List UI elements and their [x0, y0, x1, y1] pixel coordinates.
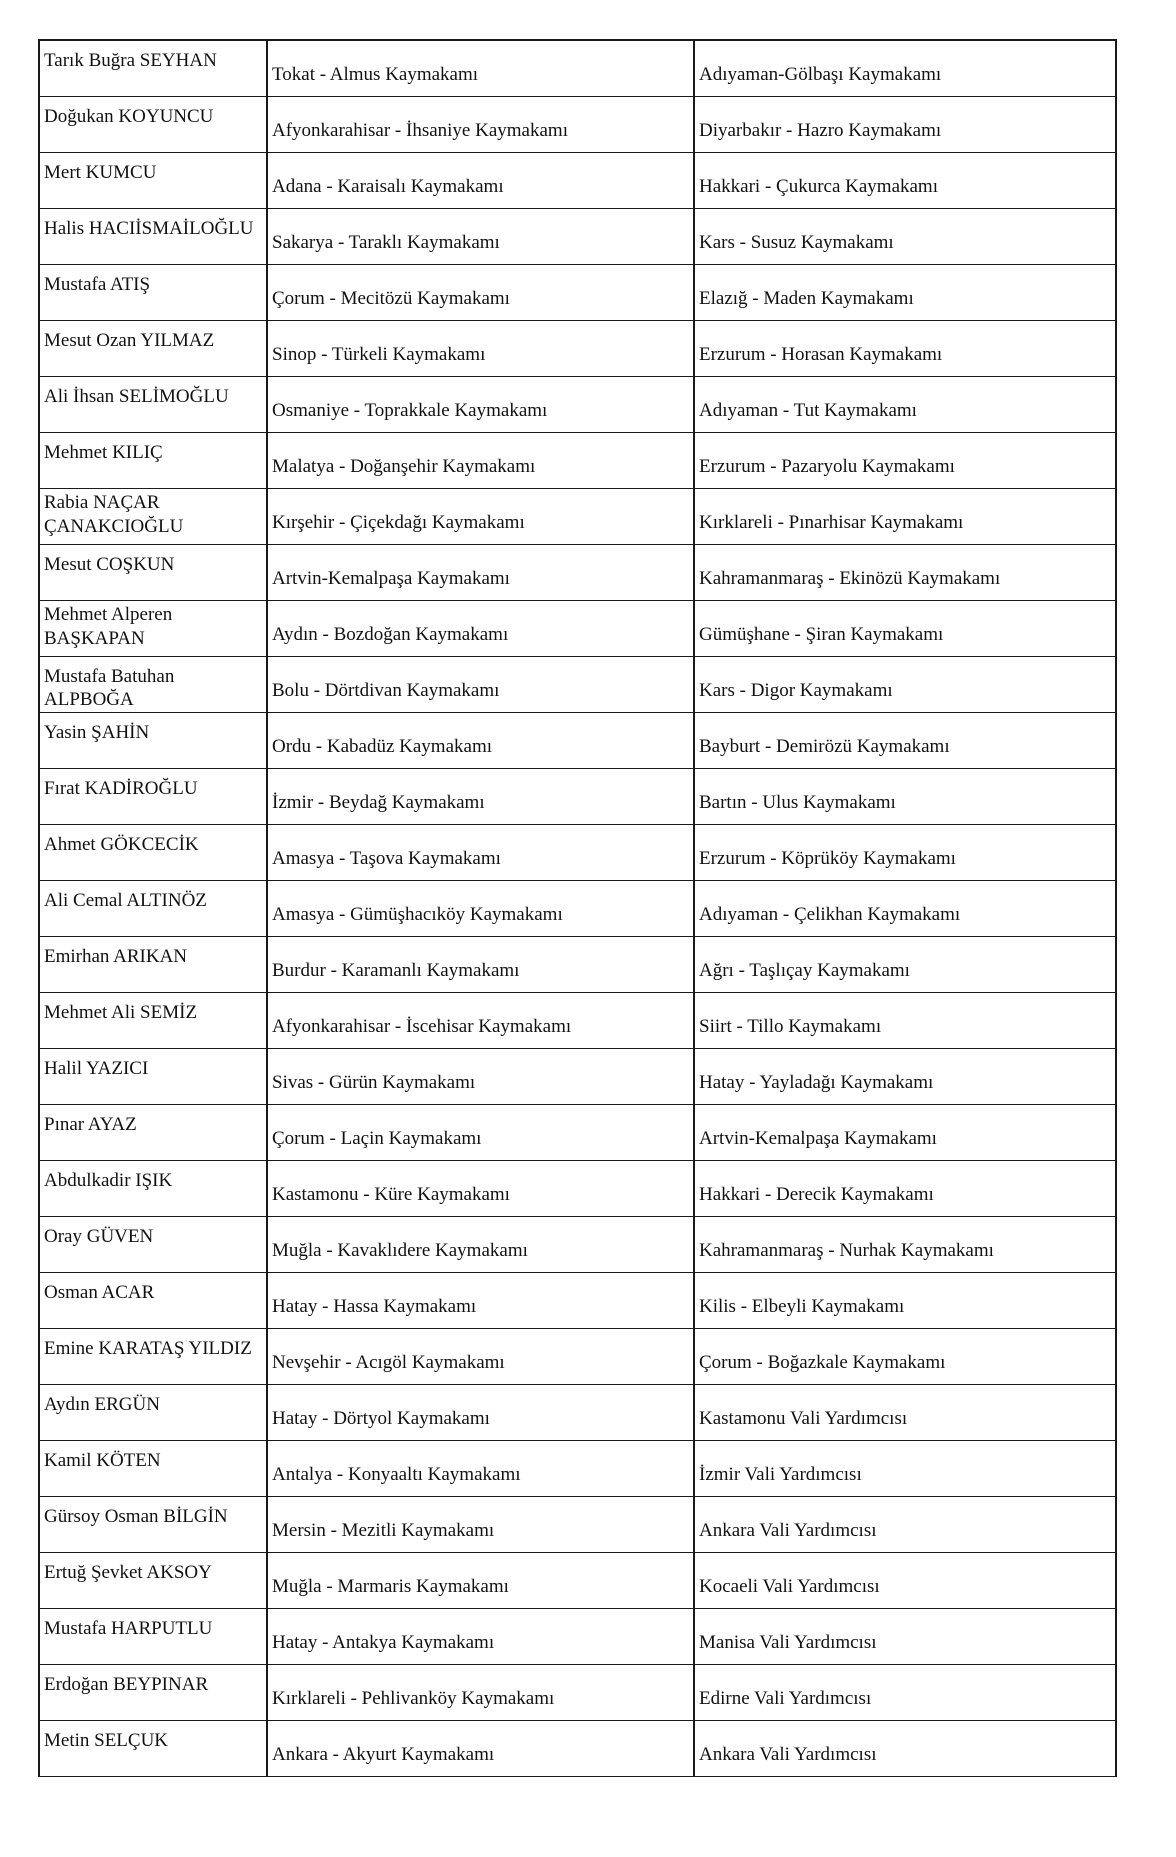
new-post-cell [695, 825, 1117, 880]
name-cell: Kamil KÖTEN [40, 1441, 268, 1496]
current-post-cell [268, 377, 695, 432]
current-post-cell [268, 209, 695, 264]
new-post-text: Kahramanmaraş - Nurhak Kaymakamı [699, 1240, 994, 1261]
current-post-cell [268, 937, 695, 992]
new-post-cell [695, 1329, 1117, 1384]
new-post-text: Hakkari - Çukurca Kaymakamı [699, 176, 938, 197]
new-post-text: Bayburt - Demirözü Kaymakamı [699, 736, 950, 757]
name-cell: Halil YAZICI [40, 1049, 268, 1104]
name-cell: Pınar AYAZ [40, 1105, 268, 1160]
current-post-cell [268, 769, 695, 824]
name-cell: Mert KUMCU [40, 153, 268, 208]
table-row [40, 657, 1117, 713]
table-row [40, 1553, 1117, 1609]
table-row [40, 993, 1117, 1049]
table-row [40, 769, 1117, 825]
table-row [40, 1609, 1117, 1665]
table-row [40, 881, 1117, 937]
current-post-text: Burdur - Karamanlı Kaymakamı [272, 960, 520, 981]
name-cell: Emine KARATAŞ YILDIZ [40, 1329, 268, 1384]
new-post-cell [695, 545, 1117, 600]
current-post-cell [268, 1441, 695, 1496]
new-post-text: Erzurum - Pazaryolu Kaymakamı [699, 456, 955, 477]
current-post-text: Amasya - Taşova Kaymakamı [272, 848, 501, 869]
current-post-cell [268, 825, 695, 880]
current-post-text: Afyonkarahisar - İscehisar Kaymakamı [272, 1016, 572, 1037]
new-post-text: Siirt - Tillo Kaymakamı [699, 1016, 882, 1037]
name-cell: Emirhan ARIKAN [40, 937, 268, 992]
current-post-text: Hatay - Dörtyol Kaymakamı [272, 1408, 490, 1429]
current-post-text: Bolu - Dörtdivan Kaymakamı [272, 680, 500, 701]
name-cell: Mesut COŞKUN [40, 545, 268, 600]
new-post-text: Elazığ - Maden Kaymakamı [699, 288, 914, 309]
current-post-text: Kırşehir - Çiçekdağı Kaymakamı [272, 512, 525, 533]
new-post-cell [695, 1385, 1117, 1440]
table-row [40, 265, 1117, 321]
new-post-cell [695, 1161, 1117, 1216]
new-post-text: Erzurum - Horasan Kaymakamı [699, 344, 943, 365]
new-post-cell [695, 321, 1117, 376]
name-cell: Erdoğan BEYPINAR [40, 1665, 268, 1720]
current-post-cell [268, 1273, 695, 1328]
current-post-cell [268, 1609, 695, 1664]
name-cell: Fırat KADİROĞLU [40, 769, 268, 824]
new-post-text: Kars - Susuz Kaymakamı [699, 232, 894, 253]
table-row [40, 153, 1117, 209]
new-post-text: Kastamonu Vali Yardımcısı [699, 1408, 908, 1429]
table-row [40, 1441, 1117, 1497]
current-post-cell [268, 1217, 695, 1272]
new-post-cell [695, 377, 1117, 432]
current-post-cell [268, 1665, 695, 1720]
current-post-cell [268, 41, 695, 96]
current-post-text: Muğla - Kavaklıdere Kaymakamı [272, 1240, 528, 1261]
new-post-text: Kocaeli Vali Yardımcısı [699, 1576, 880, 1597]
new-post-cell [695, 993, 1117, 1048]
name-cell: Yasin ŞAHİN [40, 713, 268, 768]
name-cell: Doğukan KOYUNCU [40, 97, 268, 152]
new-post-cell [695, 1105, 1117, 1160]
new-post-text: Gümüşhane - Şiran Kaymakamı [699, 624, 944, 645]
new-post-cell [695, 1721, 1117, 1776]
current-post-cell [268, 433, 695, 488]
current-post-text: Tokat - Almus Kaymakamı [272, 64, 479, 85]
current-post-cell [268, 153, 695, 208]
name-cell: Mustafa HARPUTLU [40, 1609, 268, 1664]
new-post-text: Diyarbakır - Hazro Kaymakamı [699, 120, 942, 141]
new-post-text: Hatay - Yayladağı Kaymakamı [699, 1072, 934, 1093]
current-post-cell [268, 1497, 695, 1552]
new-post-cell [695, 1441, 1117, 1496]
current-post-text: Sakarya - Taraklı Kaymakamı [272, 232, 500, 253]
current-post-text: Sivas - Gürün Kaymakamı [272, 1072, 476, 1093]
table-row [40, 601, 1117, 657]
new-post-cell [695, 41, 1117, 96]
name-cell: Gürsoy Osman BİLGİN [40, 1497, 268, 1552]
current-post-cell [268, 97, 695, 152]
table-row [40, 713, 1117, 769]
current-post-cell [268, 1385, 695, 1440]
new-post-cell [695, 1217, 1117, 1272]
name-cell: Mehmet Alperen BAŞKAPAN [40, 601, 268, 656]
name-cell: Metin SELÇUK [40, 1721, 268, 1776]
table-row [40, 1049, 1117, 1105]
current-post-text: Adana - Karaisalı Kaymakamı [272, 176, 504, 197]
new-post-cell [695, 489, 1117, 544]
new-post-cell [695, 657, 1117, 712]
table-row [40, 1105, 1117, 1161]
new-post-text: Ankara Vali Yardımcısı [699, 1520, 877, 1541]
table-row [40, 1161, 1117, 1217]
new-post-cell [695, 1553, 1117, 1608]
current-post-text: Sinop - Türkeli Kaymakamı [272, 344, 486, 365]
table-row [40, 825, 1117, 881]
table-row [40, 489, 1117, 545]
current-post-text: Malatya - Doğanşehir Kaymakamı [272, 456, 536, 477]
current-post-cell [268, 545, 695, 600]
table-row [40, 97, 1117, 153]
current-post-text: Hatay - Antakya Kaymakamı [272, 1632, 495, 1653]
current-post-text: Artvin-Kemalpaşa Kaymakamı [272, 568, 510, 589]
current-post-text: Kırklareli - Pehlivanköy Kaymakamı [272, 1688, 555, 1709]
new-post-cell [695, 769, 1117, 824]
new-post-cell [695, 713, 1117, 768]
name-cell: Ertuğ Şevket AKSOY [40, 1553, 268, 1608]
current-post-text: Aydın - Bozdoğan Kaymakamı [272, 624, 509, 645]
new-post-text: İzmir Vali Yardımcısı [699, 1464, 862, 1485]
new-post-text: Kars - Digor Kaymakamı [699, 680, 893, 701]
current-post-cell [268, 881, 695, 936]
name-cell: Mustafa Batuhan ALPBOĞA [40, 657, 268, 712]
current-post-text: Mersin - Mezitli Kaymakamı [272, 1520, 495, 1541]
table-row [40, 545, 1117, 601]
table-row [40, 321, 1117, 377]
name-cell: Ahmet GÖKCECİK [40, 825, 268, 880]
name-cell: Tarık Buğra SEYHAN [40, 41, 268, 96]
current-post-text: Çorum - Laçin Kaymakamı [272, 1128, 482, 1149]
new-post-cell [695, 601, 1117, 656]
new-post-cell [695, 1609, 1117, 1664]
name-cell: Osman ACAR [40, 1273, 268, 1328]
table-row [40, 1665, 1117, 1721]
table-row [40, 1329, 1117, 1385]
current-post-cell [268, 1329, 695, 1384]
new-post-cell [695, 1665, 1117, 1720]
current-post-cell [268, 993, 695, 1048]
current-post-cell [268, 713, 695, 768]
new-post-text: Edirne Vali Yardımcısı [699, 1688, 872, 1709]
name-cell: Aydın ERGÜN [40, 1385, 268, 1440]
current-post-text: Kastamonu - Küre Kaymakamı [272, 1184, 510, 1205]
new-post-cell [695, 153, 1117, 208]
current-post-cell [268, 657, 695, 712]
current-post-text: Amasya - Gümüşhacıköy Kaymakamı [272, 904, 563, 925]
name-cell: Mehmet KILIÇ [40, 433, 268, 488]
table-row [40, 1273, 1117, 1329]
current-post-cell [268, 1049, 695, 1104]
name-cell: Abdulkadir IŞIK [40, 1161, 268, 1216]
current-post-cell [268, 489, 695, 544]
new-post-text: Hakkari - Derecik Kaymakamı [699, 1184, 934, 1205]
current-post-cell [268, 265, 695, 320]
new-post-text: Ağrı - Taşlıçay Kaymakamı [699, 960, 910, 981]
current-post-cell [268, 321, 695, 376]
current-post-text: Nevşehir - Acıgöl Kaymakamı [272, 1352, 505, 1373]
table-row [40, 1385, 1117, 1441]
name-cell: Ali İhsan SELİMOĞLU [40, 377, 268, 432]
new-post-text: Kahramanmaraş - Ekinözü Kaymakamı [699, 568, 1001, 589]
table-row [40, 41, 1117, 97]
new-post-text: Adıyaman - Tut Kaymakamı [699, 400, 917, 421]
name-cell: Ali Cemal ALTINÖZ [40, 881, 268, 936]
new-post-text: Adıyaman-Gölbaşı Kaymakamı [699, 64, 942, 85]
current-post-text: Hatay - Hassa Kaymakamı [272, 1296, 477, 1317]
current-post-text: Muğla - Marmaris Kaymakamı [272, 1576, 509, 1597]
current-post-text: Çorum - Mecitözü Kaymakamı [272, 288, 510, 309]
table-row [40, 377, 1117, 433]
new-post-text: Kilis - Elbeyli Kaymakamı [699, 1296, 905, 1317]
new-post-cell [695, 1497, 1117, 1552]
table-row [40, 1497, 1117, 1553]
table-row [40, 1721, 1117, 1777]
new-post-cell [695, 97, 1117, 152]
current-post-text: Antalya - Konyaaltı Kaymakamı [272, 1464, 521, 1485]
new-post-cell [695, 209, 1117, 264]
new-post-text: Çorum - Boğazkale Kaymakamı [699, 1352, 946, 1373]
new-post-cell [695, 937, 1117, 992]
current-post-cell [268, 1161, 695, 1216]
table-row [40, 1217, 1117, 1273]
new-post-text: Artvin-Kemalpaşa Kaymakamı [699, 1128, 937, 1149]
table-row [40, 433, 1117, 489]
current-post-text: Osmaniye - Toprakkale Kaymakamı [272, 400, 548, 421]
new-post-text: Ankara Vali Yardımcısı [699, 1744, 877, 1765]
new-post-cell [695, 1049, 1117, 1104]
table-row [40, 209, 1117, 265]
new-post-text: Erzurum - Köprüköy Kaymakamı [699, 848, 956, 869]
current-post-cell [268, 1553, 695, 1608]
new-post-text: Manisa Vali Yardımcısı [699, 1632, 877, 1653]
current-post-cell [268, 1721, 695, 1776]
current-post-text: Ordu - Kabadüz Kaymakamı [272, 736, 493, 757]
current-post-text: Afyonkarahisar - İhsaniye Kaymakamı [272, 120, 568, 141]
current-post-text: Ankara - Akyurt Kaymakamı [272, 1744, 495, 1765]
new-post-text: Bartın - Ulus Kaymakamı [699, 792, 896, 813]
current-post-text: İzmir - Beydağ Kaymakamı [272, 792, 485, 813]
new-post-text: Kırklareli - Pınarhisar Kaymakamı [699, 512, 964, 533]
name-cell: Oray GÜVEN [40, 1217, 268, 1272]
name-cell: Mesut Ozan YILMAZ [40, 321, 268, 376]
name-cell: Mustafa ATIŞ [40, 265, 268, 320]
appointments-table [38, 39, 1117, 1777]
table-row [40, 937, 1117, 993]
current-post-cell [268, 1105, 695, 1160]
current-post-cell [268, 601, 695, 656]
name-cell: Rabia NAÇAR ÇANAKCIOĞLU [40, 489, 268, 544]
new-post-cell [695, 433, 1117, 488]
new-post-cell [695, 881, 1117, 936]
new-post-cell [695, 1273, 1117, 1328]
name-cell: Halis HACIİSMAİLOĞLU [40, 209, 268, 264]
new-post-cell [695, 265, 1117, 320]
new-post-text: Adıyaman - Çelikhan Kaymakamı [699, 904, 961, 925]
name-cell: Mehmet Ali SEMİZ [40, 993, 268, 1048]
